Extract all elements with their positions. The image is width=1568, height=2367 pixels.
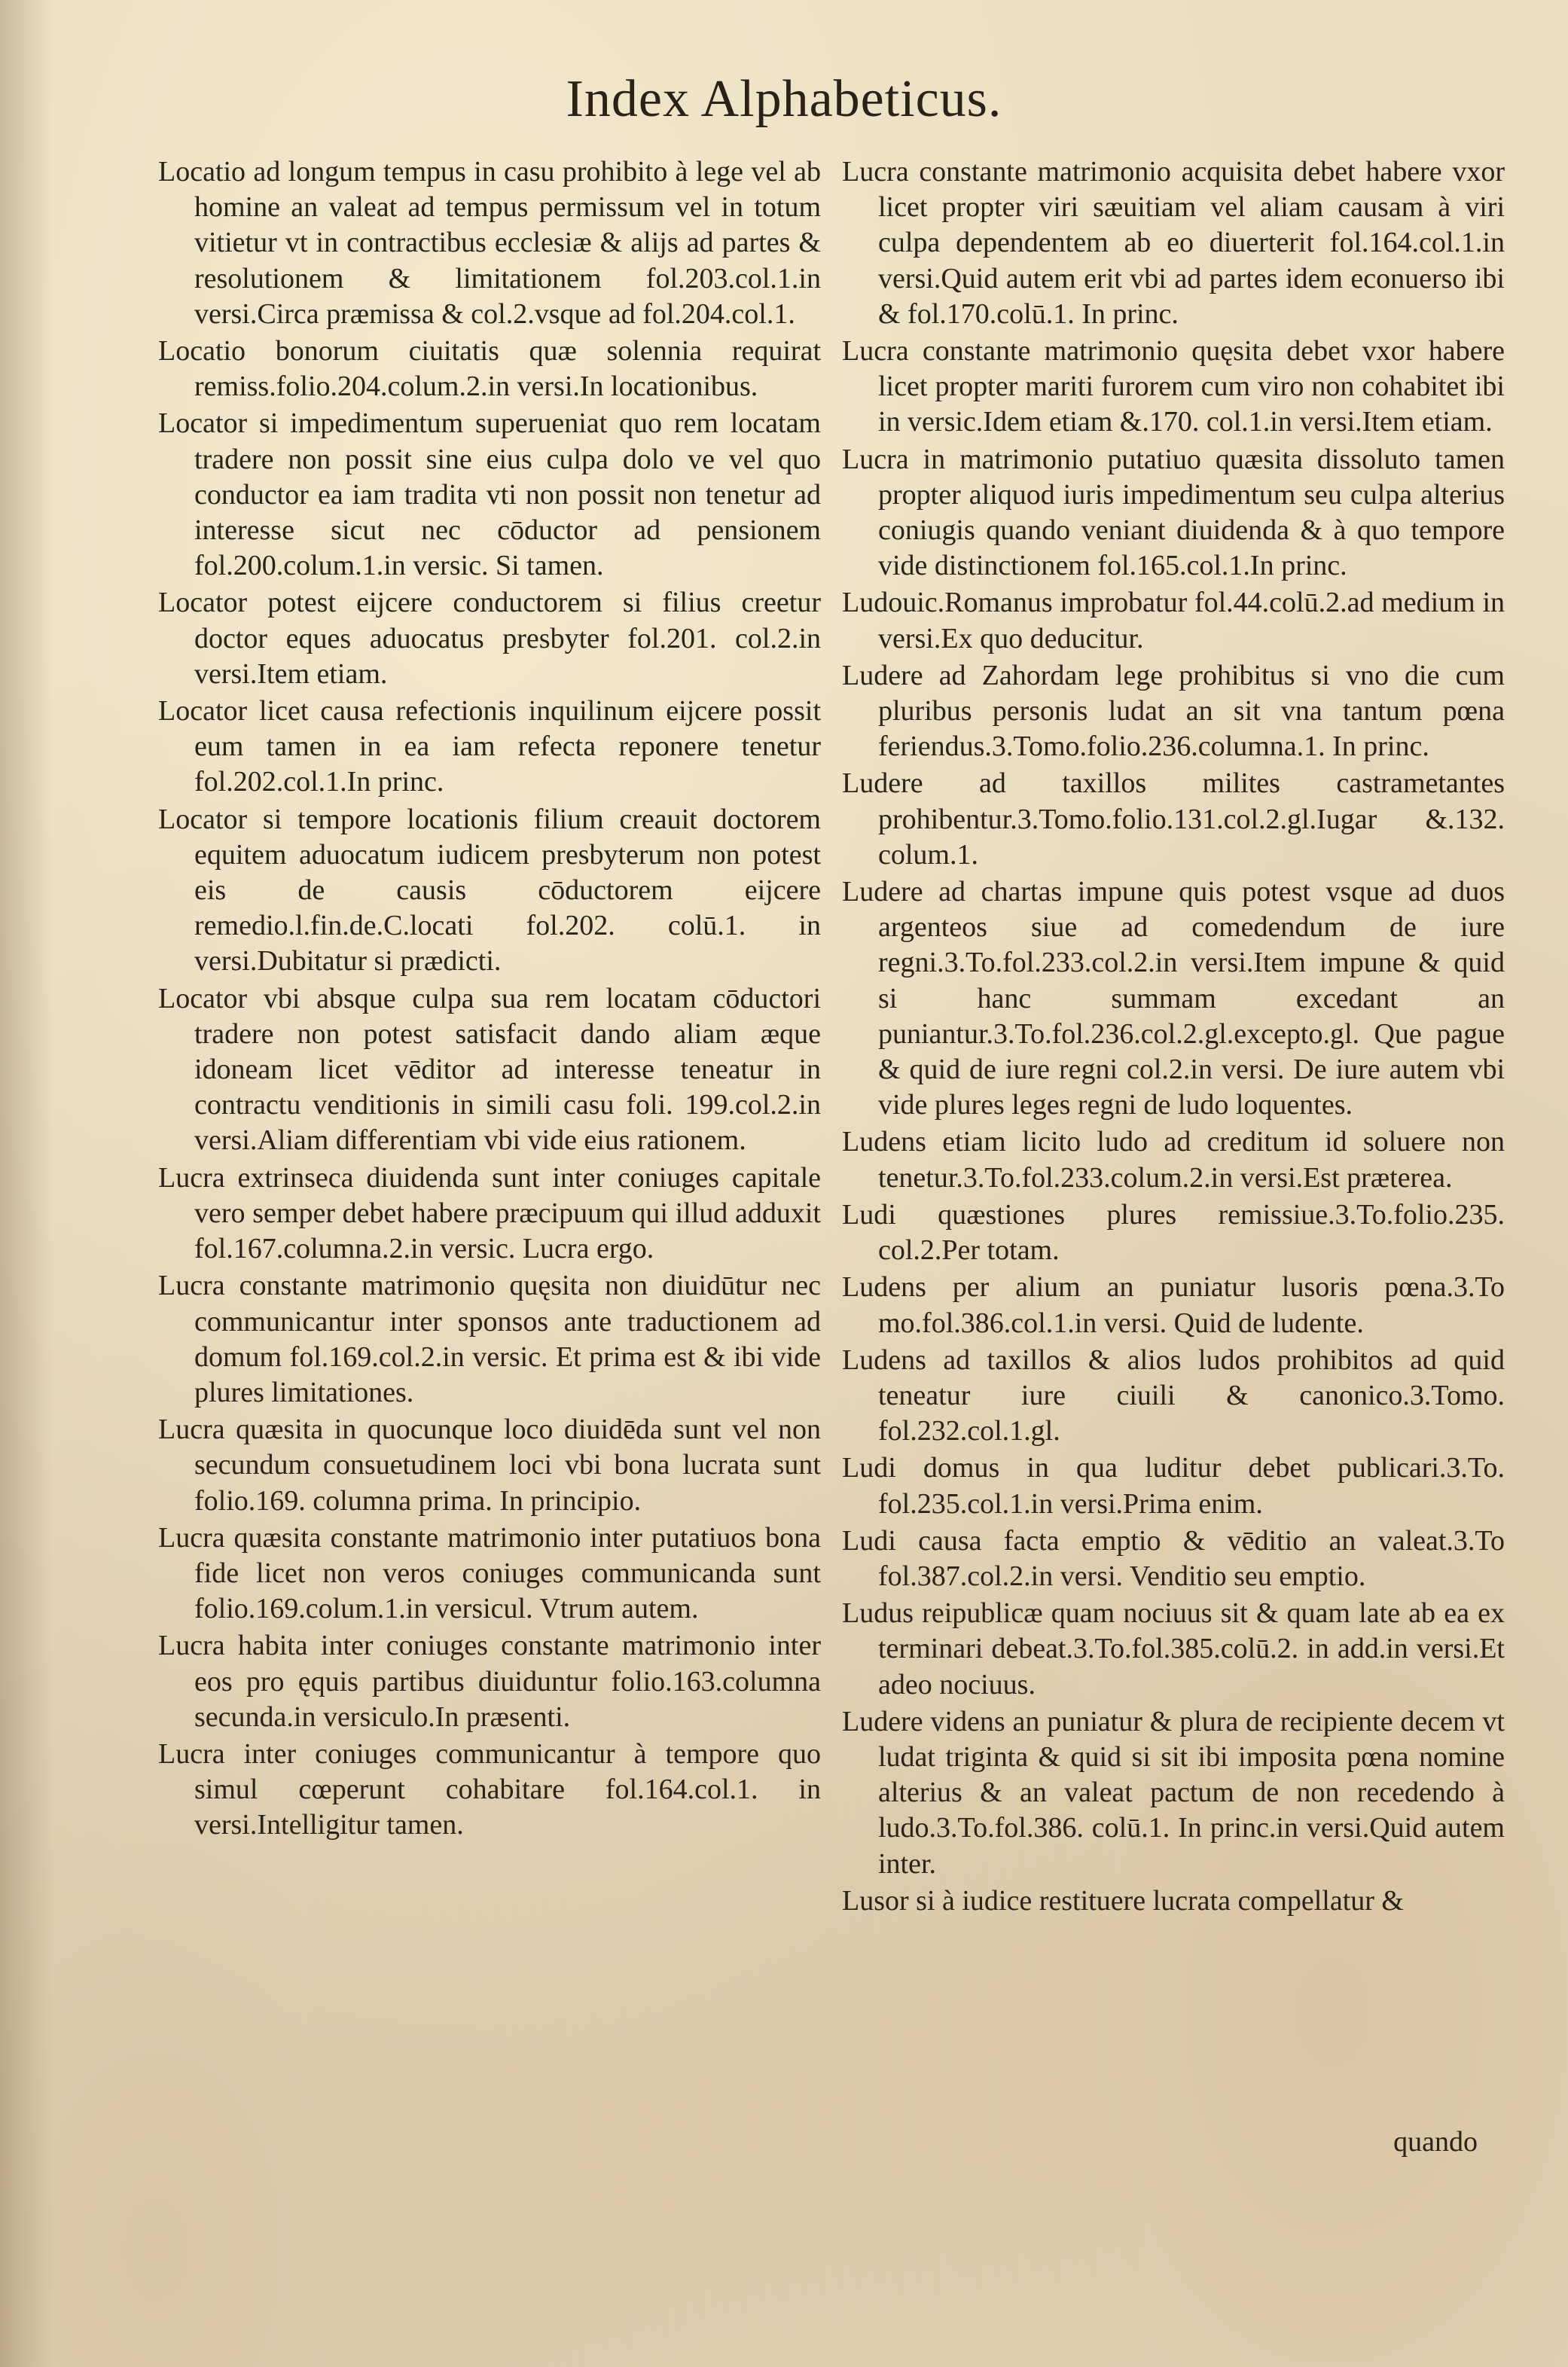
index-entry: Locator vbi absque culpa sua rem locatam cōductori tradere non potest satisfacit dando aliam æque idoneam licet vēditor ad interesse teneatur in contractu venditionis in simili casu foli. 199.col.2.in versi.Aliam differentiam vbi vide eius rationem. bbox=[158, 982, 821, 1157]
index-entry: Ludus reipublicæ quam nociuus sit & quam late ab ea ex terminari debeat.3.To.fol.385.colū.2. in add.in versi.Et adeo nociuus. bbox=[842, 1597, 1505, 1701]
index-entry: Locator licet causa refectionis inquilinum eijcere possit eum tamen in ea iam refecta reponere tenetur fol.202.col.1.In princ. bbox=[158, 695, 821, 798]
index-entry: Ludi domus in qua luditur debet publicari.3.To. fol.235.col.1.in versi.Prima enim. bbox=[842, 1452, 1505, 1520]
running-header: Index Alphabeticus. bbox=[566, 70, 1002, 128]
index-entry: Lucra constante matrimonio acquisita debet habere vxor licet propter viri sæuitiam vel aliam causam à viri culpa dependentem ab eo diuerterit fol.164.col.1.in versi.Quid autem erit vbi ad partes idem econuerso ibi & fol.170.colū.1. In princ. bbox=[842, 156, 1505, 330]
index-entry: Ludere ad taxillos milites castrametantes prohibentur.3.Tomo.folio.131.col.2.gl.Iugar &.132. colum.1. bbox=[842, 767, 1505, 871]
index-entry: Ludens per alium an puniatur lusoris pœna.3.To mo.fol.386.col.1.in versi. Quid de ludente. bbox=[842, 1271, 1505, 1339]
index-entry: Ludere videns an puniatur & plura de recipiente decem vt ludat triginta & quid si sit ibi imposita pœna nomine alterius & an valeat pactum de non recedendo à ludo.3.To.fol.386. colū.1. In princ.in versi.Quid autem inter. bbox=[842, 1705, 1505, 1880]
index-entry: Ludens ad taxillos & alios ludos prohibitos ad quid teneatur iure ciuili & canonico.3.Tomo. fol.232.col.1.gl. bbox=[842, 1344, 1505, 1447]
index-entry: Lusor si à iudice restituere lucrata compellatur & bbox=[842, 1884, 1404, 1917]
index-entry: Lucra in matrimonio putatiuo quæsita dissoluto tamen propter aliquod iuris impedimentum seu culpa alterius coniugis quando veniant diuidenda & à quo tempore vide distinctionem fol.165.col.1.In princ. bbox=[842, 443, 1505, 582]
index-entry: Lucra constante matrimonio quęsita debet vxor habere licet propter mariti furorem cum viro non cohabitet ibi in versic.Idem etiam &.170. col.1.in versi.Item etiam. bbox=[842, 335, 1505, 438]
index-entry: Lucra inter coniuges communicantur à tempore quo simul cœperunt cohabitare fol.164.col.1. in versi.Intelligitur tamen. bbox=[158, 1737, 821, 1841]
catchword: quando bbox=[1393, 2126, 1478, 2158]
left-column bbox=[158, 154, 821, 1845]
index-entry: Ludi causa facta emptio & vēditio an valeat.3.To fol.387.col.2.in versi. Venditio seu emptio. bbox=[842, 1524, 1505, 1592]
page-edge-shadow bbox=[0, 0, 53, 2367]
index-entry: Lucra quæsita in quocunque loco diuidēda sunt vel non secundum consuetudinem loci vbi bona lucrata sunt folio.169. columna prima. In principio. bbox=[158, 1414, 821, 1517]
index-entry: Lucra quæsita constante matrimonio inter putatiuos bona fide licet non veros coniuges communicanda sunt folio.169.colum.1.in versicul. Vtrum autem. bbox=[158, 1521, 821, 1625]
index-entry: Lucra extrinseca diuidenda sunt inter coniuges capitale vero semper debet habere præcipuum qui illud adduxit fol.167.columna.2.in versic. Lucra ergo. bbox=[158, 1161, 821, 1265]
index-entry: Lucra habita inter coniuges constante matrimonio inter eos pro ęquis partibus diuiduntur folio.163.columna secunda.in versiculo.In præsenti. bbox=[158, 1630, 821, 1733]
index-entry: Locator potest eijcere conductorem si filius creetur doctor eques aduocatus presbyter fol.201. col.2.in versi.Item etiam. bbox=[158, 587, 821, 690]
index-entry: Locatio ad longum tempus in casu prohibito à lege vel ab homine an valeat ad tempus permissum vel in totum vitietur vt in contractibus ecclesiæ & alijs ad partes & resolutionem & limitationem fol.203.col.1.in versi.Circa præmissa & col.2.vsque ad fol.204.col.1. bbox=[158, 156, 821, 330]
index-entry: Ludouic.Romanus improbatur fol.44.colū.2.ad medium in versi.Ex quo deducitur. bbox=[842, 587, 1505, 654]
index-entry: Lucra constante matrimonio quęsita non diuidūtur nec communicantur inter sponsos ante traductionem ad domum fol.169.col.2.in versic. Et prima est & ibi vide plures limitationes. bbox=[158, 1270, 821, 1408]
index-entry: Locatio bonorum ciuitatis quæ solennia requirat remiss.folio.204.colum.2.in versi.In locationibus. bbox=[158, 335, 821, 403]
index-entry: Ludere ad chartas impune quis potest vsque ad duos argenteos siue ad comedendum de iure regni.3.To.fol.233.col.2.in versi.Item impune & quid si hanc summam excedant an puniantur.3.To.fol.236.col.2.gl.excepto.gl. Que pague & quid de iure regni col.2.in versi. De iure autem vbi vide plures leges regni de ludo loquentes. bbox=[842, 876, 1505, 1121]
index-entry: Ludere ad Zahordam lege prohibitus si vno die cum pluribus personis ludat an sit vna tantum pœna feriendus.3.Tomo.folio.236.columna.1. In princ. bbox=[842, 659, 1505, 763]
index-entry: Locator si tempore locationis filium creauit doctorem equitem aduocatum iudicem presbyterum non potest eis de causis cōductorem eijcere remedio.l.fin.de.C.locati fol.202. colū.1. in versi.Dubitatur si prædicti. bbox=[158, 803, 821, 978]
index-entry: Locator si impedimentum superueniat quo rem locatam tradere non possit sine eius culpa dolo ve vel quo conductor ea iam tradita vti non possit non tenetur ad interesse sicut nec cōductor ad pensionem fol.200.colum.1.in versic. Si tamen. bbox=[158, 407, 821, 582]
right-column bbox=[842, 154, 1505, 1920]
index-entry: Ludi quæstiones plures remissiue.3.To.folio.235. col.2.Per totam. bbox=[842, 1198, 1505, 1267]
index-entry: Ludens etiam licito ludo ad creditum id soluere non tenetur.3.To.fol.233.colum.2.in versi.Est præterea. bbox=[842, 1126, 1505, 1194]
